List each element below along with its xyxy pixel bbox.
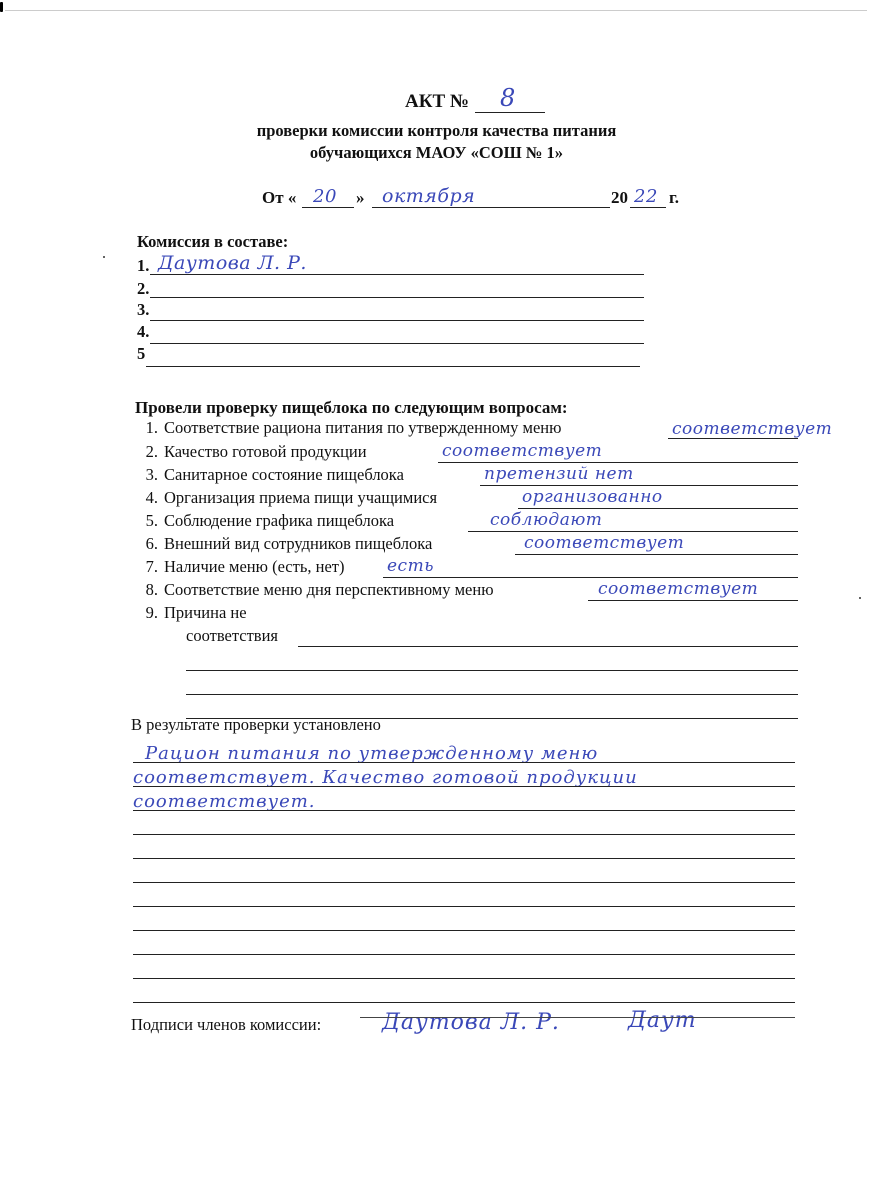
member-number-3: 3. [137,300,150,319]
question-8 [136,580,494,600]
question-9-text: Причина не [164,603,247,622]
act-number: 8 [500,84,516,112]
date-quote-close: » [356,188,365,207]
act-label: АКТ № [405,91,470,112]
question-9 [136,603,247,623]
result-heading: В результате проверки установлено [131,715,381,734]
year-underline [630,207,666,208]
signature-line [360,1017,795,1018]
result-ruled-line [133,1002,795,1003]
act-number-underline [475,112,545,113]
result-ruled-line [133,954,795,955]
question-7 [136,557,344,577]
date-prefix: От « [262,188,297,207]
date-year-prefix: 20 [611,188,628,207]
answer-line-9b [186,670,798,671]
question-1 [136,418,561,438]
result-ruled-line [133,858,795,859]
result-ruled-line [133,978,795,979]
answer-line-7 [383,577,798,578]
answer-line-6 [515,554,798,555]
question-2-number: 2. [145,442,158,461]
member-line-1 [150,274,644,275]
result-line-3: соответствует. [133,791,316,812]
answer-7: есть [387,556,434,576]
answer-line-9 [298,646,798,647]
question-6-text: Внешний вид сотрудников пищеблока [164,534,433,553]
answer-6: соответствует [524,533,685,553]
question-9-text2: соответствия [186,626,278,645]
answer-line-8 [588,600,798,601]
month-underline [372,207,610,208]
result-ruled-line [133,906,795,907]
result-ruled-line [133,834,795,835]
scan-mark [0,2,3,12]
question-5-number: 5. [145,511,158,530]
answer-2: соответствует [442,441,603,461]
result-line-1: Рацион питания по утвержденному меню [145,743,599,764]
subtitle-line1: проверки комиссии контроля качества питания [256,121,617,140]
member-line-4 [150,343,644,344]
answer-4: организованно [522,487,663,507]
question-5 [136,511,394,531]
question-2-text: Качество готовой продукции [164,442,367,461]
subtitle-line2: обучающихся МАОУ «СОШ № 1» [309,143,564,162]
answer-line-5 [468,531,798,532]
member-line-2 [150,297,644,298]
signatures-label: Подписи членов комиссии: [131,1015,322,1034]
member-number-4: 4. [137,322,150,341]
answer-3: претензий нет [484,464,634,484]
question-6 [136,534,432,554]
commission-heading: Комиссия в составе: [137,232,289,251]
member-number-5: 5 [137,344,146,363]
result-ruled-line [133,930,795,931]
result-ruled-line [133,882,795,883]
date-day: 20 [313,186,337,207]
answer-1: соответствует [672,419,833,439]
question-3 [136,465,404,485]
scan-speck [103,256,105,258]
answer-line-3 [480,485,798,486]
question-7-number: 7. [145,557,158,576]
result-line-2: соответствует. Качество готовой продукции [133,767,638,788]
result-ruled-line [133,762,795,763]
signature-name: Даутова Л. Р. [382,1010,560,1035]
signature-scribble: Даут [628,1008,697,1033]
question-4 [136,488,437,508]
question-4-text: Организация приема пищи учащимися [164,488,438,507]
question-8-text: Соответствие меню дня перспективному меню [164,580,494,599]
question-3-number: 3. [145,465,158,484]
answer-8: соответствует [598,579,759,599]
answer-line-2 [438,462,798,463]
answer-5: соблюдают [490,510,603,530]
scan-edge-line [5,10,867,11]
date-month: октября [382,185,476,207]
question-3-text: Санитарное состояние пищеблока [164,465,404,484]
date-year-suffix: 22 [634,186,658,207]
date-year-end: г. [669,188,680,207]
answer-line-9c [186,694,798,695]
member-line-5 [146,366,640,367]
question-5-text: Соблюдение графика пищеблока [164,511,395,530]
member-number-1: 1. [137,256,150,275]
inspection-heading: Провели проверку пищеблока по следующим вопросам: [135,398,568,417]
member-number-2: 2. [137,279,150,298]
question-1-number: 1. [145,418,158,437]
result-ruled-line [133,786,795,787]
question-2 [136,442,367,462]
day-underline [302,207,354,208]
scan-speck [859,597,861,599]
answer-line-4 [518,508,798,509]
question-4-number: 4. [145,488,158,507]
member-name-1: Даутова Л. Р. [158,252,307,274]
question-6-number: 6. [145,534,158,553]
question-9-number: 9. [145,603,158,622]
member-line-3 [150,320,644,321]
act-title [405,91,469,113]
question-1-text: Соответствие рациона питания по утвержденному меню [164,418,562,437]
question-7-text: Наличие меню (есть, нет) [164,557,345,576]
result-ruled-line [133,810,795,811]
question-8-number: 8. [145,580,158,599]
